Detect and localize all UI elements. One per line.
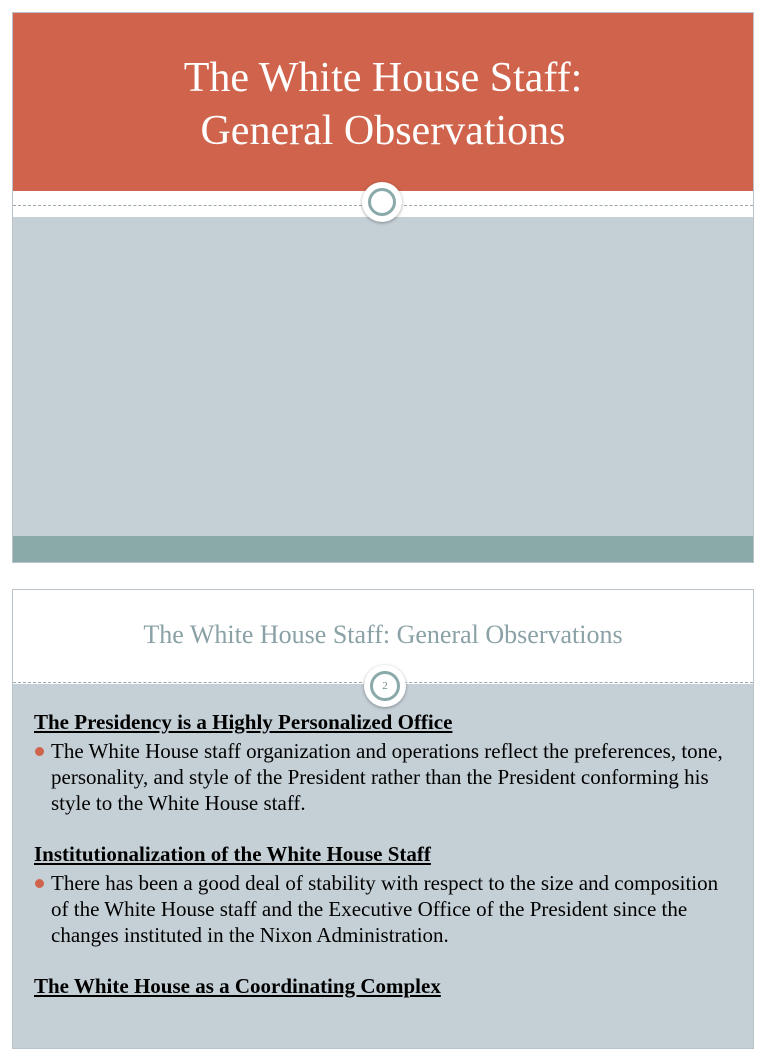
slide-2	[12, 589, 754, 1049]
section-heading: Institutionalization of the White House Staff	[34, 842, 431, 866]
slide-title-line-1: The White House Staff:	[183, 55, 583, 101]
section-heading: The Presidency is a Highly Personalized Office	[34, 710, 453, 734]
slide-header-title: The White House Staff: General Observations	[143, 620, 623, 649]
page-number: 2	[370, 671, 400, 701]
page-number-badge	[364, 665, 406, 707]
bottom-band	[13, 536, 753, 562]
slide-title	[184, 52, 583, 158]
bullet-dot-icon	[35, 747, 44, 756]
bullet-item	[34, 870, 734, 948]
bullet-text: The White House staff organization and operations reflect the preferences, tone, personality, and style of the President rather than the President conforming his style to the White House staff.	[51, 739, 723, 815]
bullet-text: There has been a good deal of stability with respect to the size and composition of the White House staff and the Executive Office of the President since the changes instituted in the Nixon Administration.	[51, 871, 719, 947]
slide-1	[12, 12, 754, 563]
bullet-dot-icon	[35, 879, 44, 888]
section-heading: The White House as a Coordinating Complex	[34, 974, 441, 998]
circle-marker-icon	[362, 182, 402, 222]
bullet-item	[34, 738, 734, 816]
slide-title-line-2: General Observations	[200, 108, 566, 154]
slide-content	[34, 708, 734, 1002]
title-band	[13, 13, 753, 191]
